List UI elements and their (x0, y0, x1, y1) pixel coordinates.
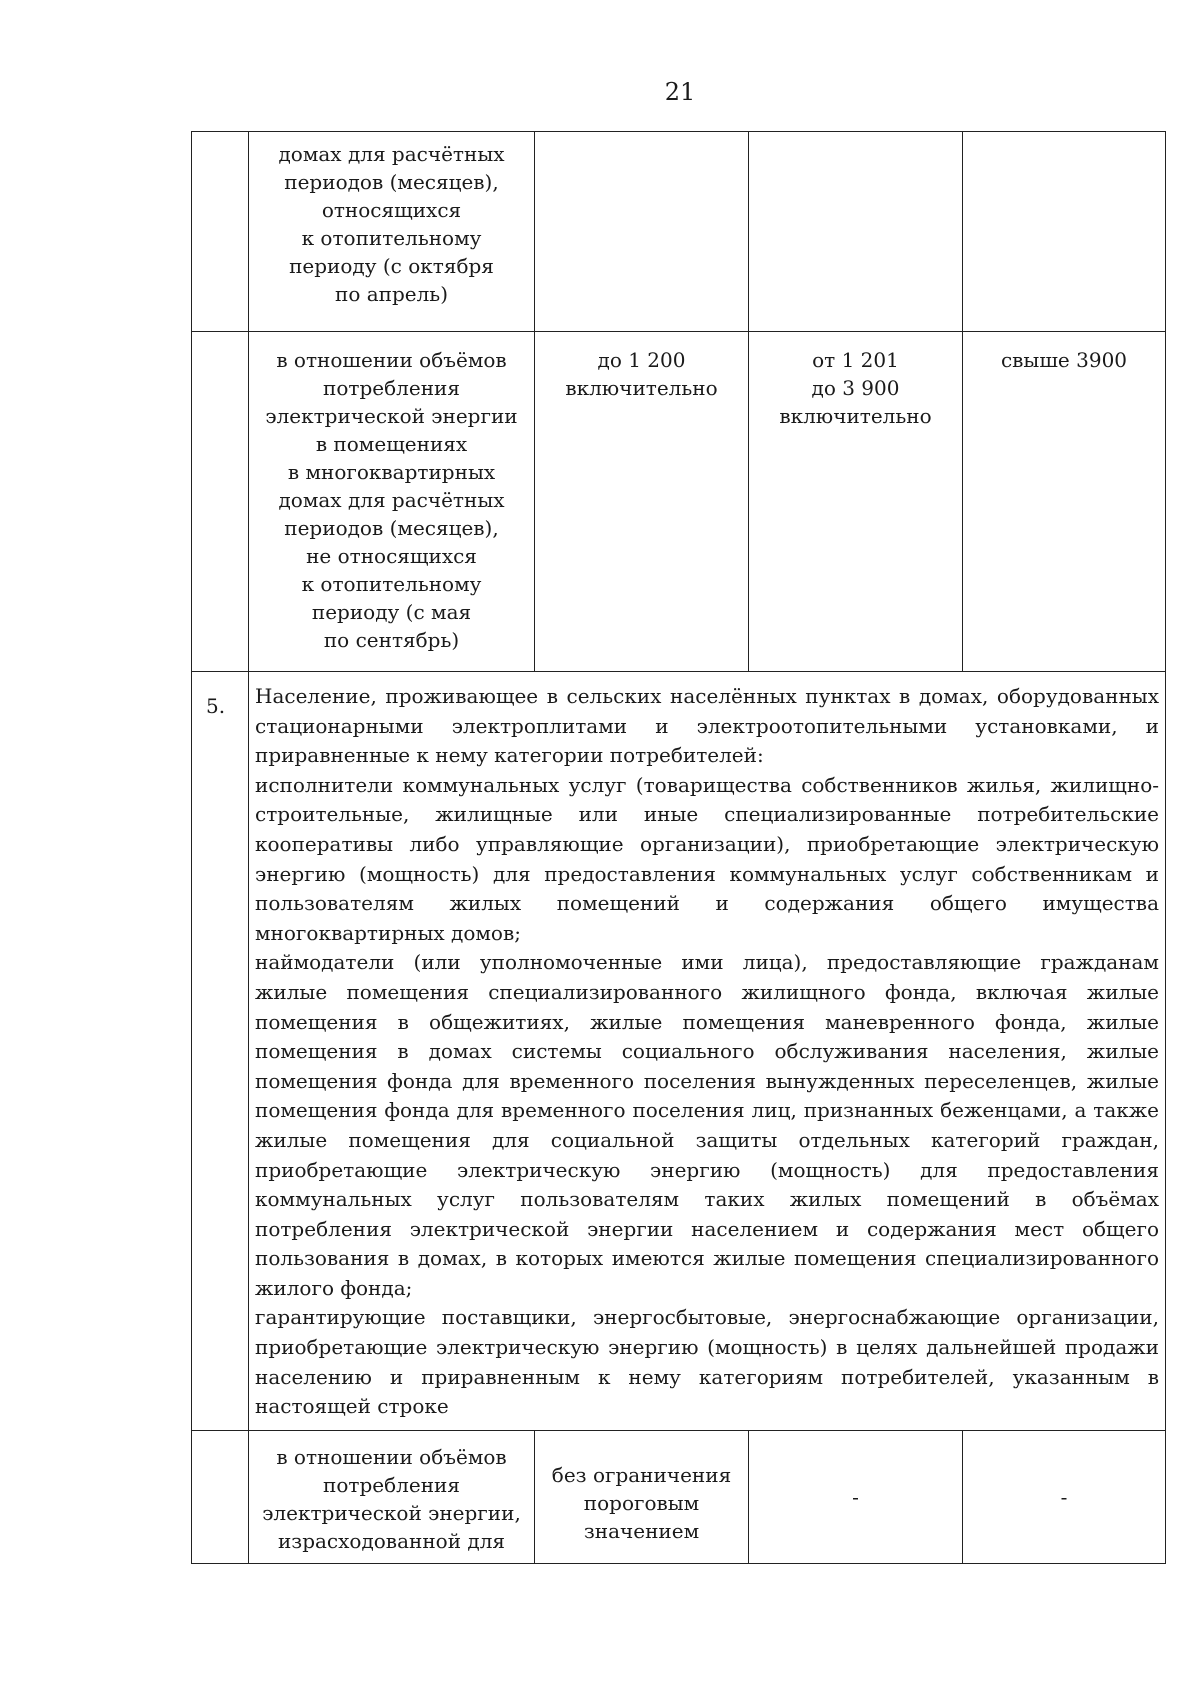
range-3-cell (963, 332, 1166, 672)
table-row-non-heating (192, 332, 1166, 672)
tariff-table (191, 131, 1166, 1564)
row-number-cell (192, 1430, 249, 1563)
cell-text-line: по апрель) (334, 282, 449, 306)
paragraph: исполнители коммунальных услуг (товарищества собственников жилья, жилищно-строительные, жилищные или иные специализированные потребительские кооперативы либо управляющие организации), приобретающие электрическую энергию (мощность) для предоставления коммунальных услуг собственникам и пользователям жилых помещений и содержания общего имущества многоквартирных домов; (255, 772, 1159, 945)
row-number-cell (192, 332, 249, 672)
row-number-cell: 5. (192, 672, 249, 1431)
cell-text-line: электрической энергии (265, 404, 518, 428)
cell-text-line: потребления (323, 376, 460, 400)
range-2-cell: - (749, 1430, 963, 1563)
cell-text-line: до 1 200 (597, 348, 686, 372)
cell-text-line: периодов (месяцев), (284, 170, 499, 194)
table-row-continued (192, 132, 1166, 332)
paragraph: Население, проживающее в сельских населённых пунктах в домах, оборудованных стационарными электроплитами и электроотопительными установками, и приравненные к нему категории потребителей: (255, 684, 1159, 768)
range-3-cell (963, 132, 1166, 332)
cell-text-line: в отношении объёмов (276, 348, 507, 372)
range-3-cell: - (963, 1430, 1166, 1563)
cell-text-line: периодов (месяцев), (284, 516, 499, 540)
cell-text-line: домах для расчётных (278, 488, 505, 512)
cell-text-line: электрической энергии, (262, 1500, 521, 1525)
range-1-cell (535, 332, 749, 672)
cell-text-line: к отопительному (301, 572, 482, 596)
cell-text-line: домах для расчётных (278, 142, 505, 166)
cell-text-line: свыше 3900 (1000, 348, 1128, 372)
row-5-description (249, 672, 1166, 1431)
paragraph: гарантирующие поставщики, энергосбытовые, энергоснабжающие организации, приобретающие электрическую энергию (мощность) в целях дальнейшей продажи населению и приравненным к нему категориям потребителей, указанным в настоящей строке (255, 1305, 1159, 1419)
category-cell (249, 1430, 535, 1563)
paragraph: наймодатели (или уполномоченные ими лица), предоставляющие гражданам жилые помещения специализированного жилищного фонда, включая жилые помещения в общежитиях, жилые помещения маневренного фонда, жилые помещения в домах системы социального обслуживания населения, жилые помещения фонда для временного поселения вынужденных переселенцев, жилые помещения фонда для временного поселения лиц, признанных беженцами, а также жилые помещения для социальной защиты отдельных категорий граждан, приобретающие электрическую энергию (мощность) для предоставления коммунальных услуг пользователям таких жилых помещений в объёмах потребления электрической энергии населением и содержания мест общего пользования в домах, в которых имеются жилые помещения специализированного жилого фонда; (255, 950, 1159, 1300)
range-2-cell (749, 132, 963, 332)
category-cell (249, 132, 535, 332)
page-number: 21 (664, 78, 696, 106)
cell-text-line: от 1 201 (812, 348, 899, 372)
cell-text-line: включительно (779, 404, 932, 428)
cell-text-line: периоду (с мая (311, 600, 472, 624)
table-row-5 (192, 672, 1166, 1431)
cell-text-line: пороговым (583, 1490, 700, 1515)
cell-text-line: по сентябрь) (323, 628, 460, 652)
range-2-cell (749, 332, 963, 672)
cell-text-line: в помещениях (315, 432, 468, 456)
range-1-cell (535, 132, 749, 332)
cell-text-line: включительно (565, 376, 718, 400)
cell-text-line: не относящихся (306, 544, 477, 568)
cell-text-line: к отопительному (301, 226, 482, 250)
cell-text-line: потребления (323, 1472, 460, 1497)
cell-text-line: до 3 900 (811, 376, 900, 400)
cell-text-line: относящихся (321, 198, 462, 222)
cell-text-line: значением (583, 1518, 700, 1543)
cell-text-line: периоду (с октября (289, 254, 494, 278)
cell-text-line: без ограничения (551, 1462, 732, 1487)
cell-text-line: в многоквартирных (287, 460, 496, 484)
row-number-cell (192, 132, 249, 332)
range-1-cell (535, 1430, 749, 1563)
cell-text-line: в отношении объёмов (276, 1444, 507, 1469)
table-row-5-volumes (192, 1430, 1166, 1563)
cell-text-line: израсходованной для (277, 1528, 506, 1553)
category-cell (249, 332, 535, 672)
